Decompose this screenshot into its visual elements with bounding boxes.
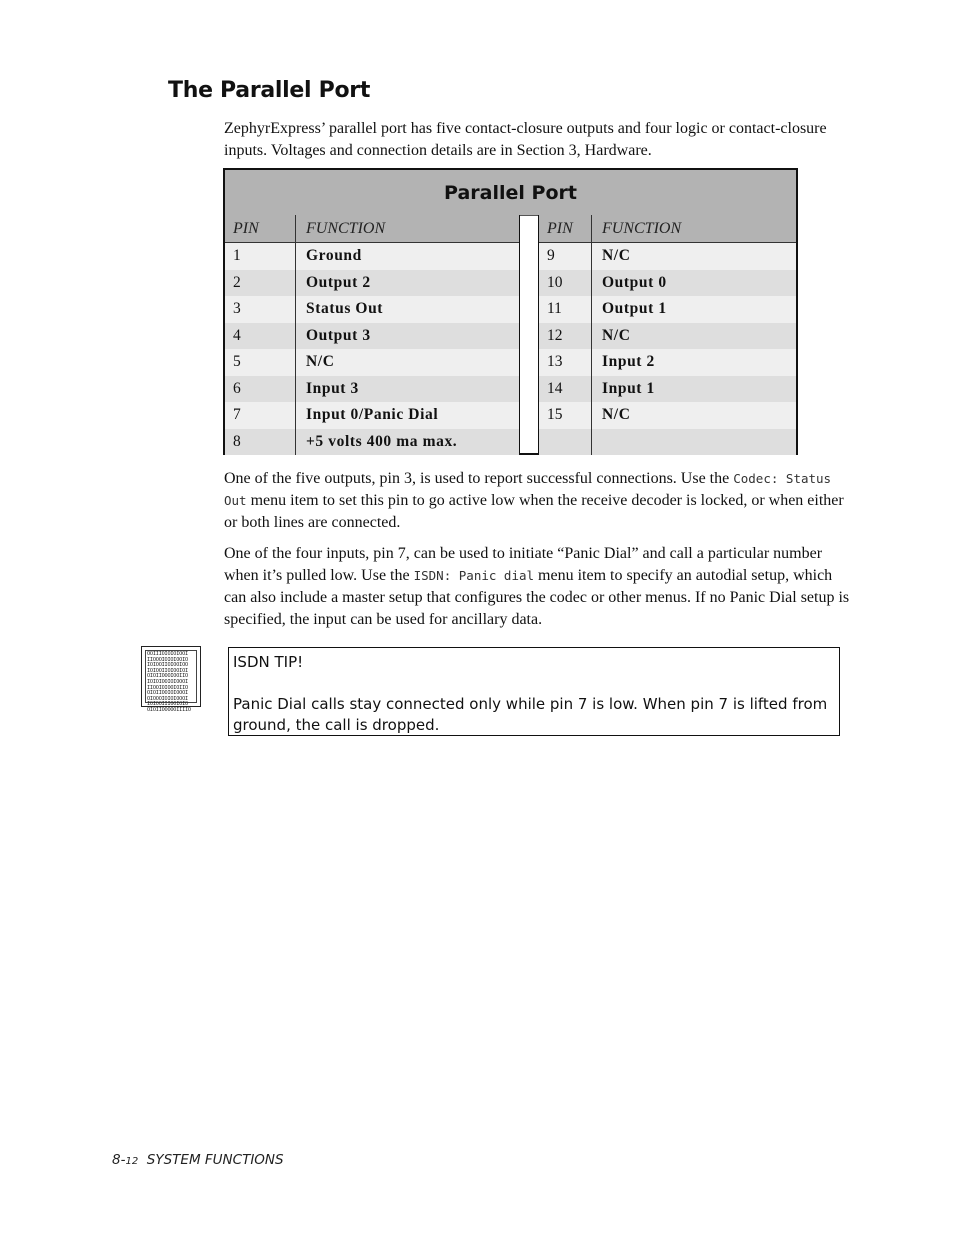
table-row bbox=[225, 402, 519, 429]
table-header-row bbox=[225, 215, 519, 243]
function-cell: N/C bbox=[306, 353, 335, 371]
table-row bbox=[225, 323, 519, 350]
function-cell: Output 1 bbox=[602, 300, 667, 318]
function-cell bbox=[592, 429, 796, 456]
pin-cell: 9 bbox=[539, 243, 592, 270]
function-cell: N/C bbox=[602, 406, 631, 424]
table-row bbox=[539, 270, 796, 297]
pin-cell bbox=[539, 429, 592, 456]
paragraph-text: menu item to specify an autodial setup, which can also include a master setup that configures the codec or other menus. If no Panic Dial setup is specified, the input can be used for ancillary data. bbox=[224, 567, 850, 628]
table-row bbox=[539, 323, 796, 350]
table-row bbox=[225, 296, 519, 323]
function-cell: +5 volts 400 ma max. bbox=[306, 432, 458, 450]
binary-tip-icon bbox=[141, 646, 201, 713]
page-number-prefix: 8- bbox=[112, 1152, 126, 1168]
table-row bbox=[539, 376, 796, 403]
pin-cell: 7 bbox=[225, 402, 296, 429]
table-row bbox=[225, 376, 519, 403]
table-row bbox=[225, 270, 519, 297]
pin-cell: 10 bbox=[539, 270, 592, 297]
paragraph-text: One of the five outputs, pin 3, is used to report successful connections. Use the bbox=[224, 470, 734, 487]
pin-cell: 1 bbox=[225, 243, 296, 270]
tip-callout bbox=[228, 647, 840, 736]
page-number-sub: 12 bbox=[125, 1156, 139, 1167]
function-cell: Status Out bbox=[306, 300, 384, 318]
function-cell: Input 1 bbox=[602, 379, 655, 397]
footer-section: SYSTEM FUNCTIONS bbox=[146, 1152, 284, 1168]
function-cell: Input 0/Panic Dial bbox=[306, 406, 439, 424]
function-cell: Ground bbox=[306, 247, 362, 265]
column-header-pin: PIN bbox=[539, 215, 592, 242]
table-row bbox=[539, 402, 796, 429]
pin-cell: 4 bbox=[225, 323, 296, 350]
table-left-half bbox=[225, 215, 520, 453]
table-row bbox=[539, 349, 796, 376]
pin-cell: 8 bbox=[225, 429, 296, 456]
function-cell: N/C bbox=[602, 247, 631, 265]
function-cell: N/C bbox=[602, 326, 631, 344]
menu-path-code: ISDN: Panic dial bbox=[413, 568, 535, 583]
function-cell: Input 2 bbox=[602, 353, 655, 371]
pin-cell: 12 bbox=[539, 323, 592, 350]
tip-title: ISDN TIP! bbox=[233, 653, 304, 671]
table-row bbox=[225, 349, 519, 376]
pin-cell: 11 bbox=[539, 296, 592, 323]
table-row bbox=[225, 429, 519, 456]
pin-cell: 5 bbox=[225, 349, 296, 376]
column-header-function: FUNCTION bbox=[602, 219, 682, 237]
function-cell: Input 3 bbox=[306, 379, 359, 397]
function-cell: Output 0 bbox=[602, 273, 667, 291]
pin-cell: 3 bbox=[225, 296, 296, 323]
table-header-row bbox=[539, 215, 796, 243]
table-row bbox=[539, 429, 796, 456]
column-header-function: FUNCTION bbox=[306, 219, 386, 237]
paragraph-text: One of the four inputs, pin 7, can be used to initiate “Panic Dial” and call a particular number when it’s pulled low. Use the bbox=[224, 545, 823, 584]
pin-cell: 15 bbox=[539, 402, 592, 429]
pin-cell: 13 bbox=[539, 349, 592, 376]
paragraph-text: menu item to set this pin to go active low when the receive decoder is locked, or when either or both lines are connected. bbox=[224, 492, 844, 531]
panic-dial-paragraph bbox=[224, 543, 852, 631]
page-number bbox=[112, 1152, 138, 1168]
tip-body: Panic Dial calls stay connected only while pin 7 is low. When pin 7 is lifted from ground, the call is dropped. bbox=[233, 695, 828, 734]
page-title: The Parallel Port bbox=[168, 78, 371, 103]
table-right-half bbox=[538, 215, 796, 453]
table-title: Parallel Port bbox=[225, 170, 796, 216]
menu-path-code: Codec: Status Out bbox=[224, 471, 832, 508]
intro-paragraph: ZephyrExpress’ parallel port has five contact-closure outputs and four logic or contact-closure inputs. Voltages and connection details are in Section 3, Hardware. bbox=[224, 120, 827, 159]
binary-pattern: OOIIIOIOIOIOOI IIOOOIOIOIOOIO IOIOOIIOIOOIOO IOIOOIIOIOOIOI OIOIIOOOIOOIIO IOIOIOOIOIOOOI IIOOIOIOOIOIIO OIOIIOOIOIOOOI OIOOOIOIOIOOOI IOIOOIIIOOIOIO OIOIIOOOOOIIIIO bbox=[145, 650, 197, 703]
pin-cell: 2 bbox=[225, 270, 296, 297]
function-cell: Output 3 bbox=[306, 326, 371, 344]
page-footer bbox=[112, 1152, 284, 1168]
pin-cell: 6 bbox=[225, 376, 296, 403]
table-row bbox=[539, 296, 796, 323]
pin-cell: 14 bbox=[539, 376, 592, 403]
table-row bbox=[539, 243, 796, 270]
status-out-paragraph bbox=[224, 468, 852, 534]
function-cell: Output 2 bbox=[306, 273, 371, 291]
column-header-pin: PIN bbox=[225, 215, 296, 242]
table-row bbox=[225, 243, 519, 270]
parallel-port-table bbox=[223, 168, 798, 455]
